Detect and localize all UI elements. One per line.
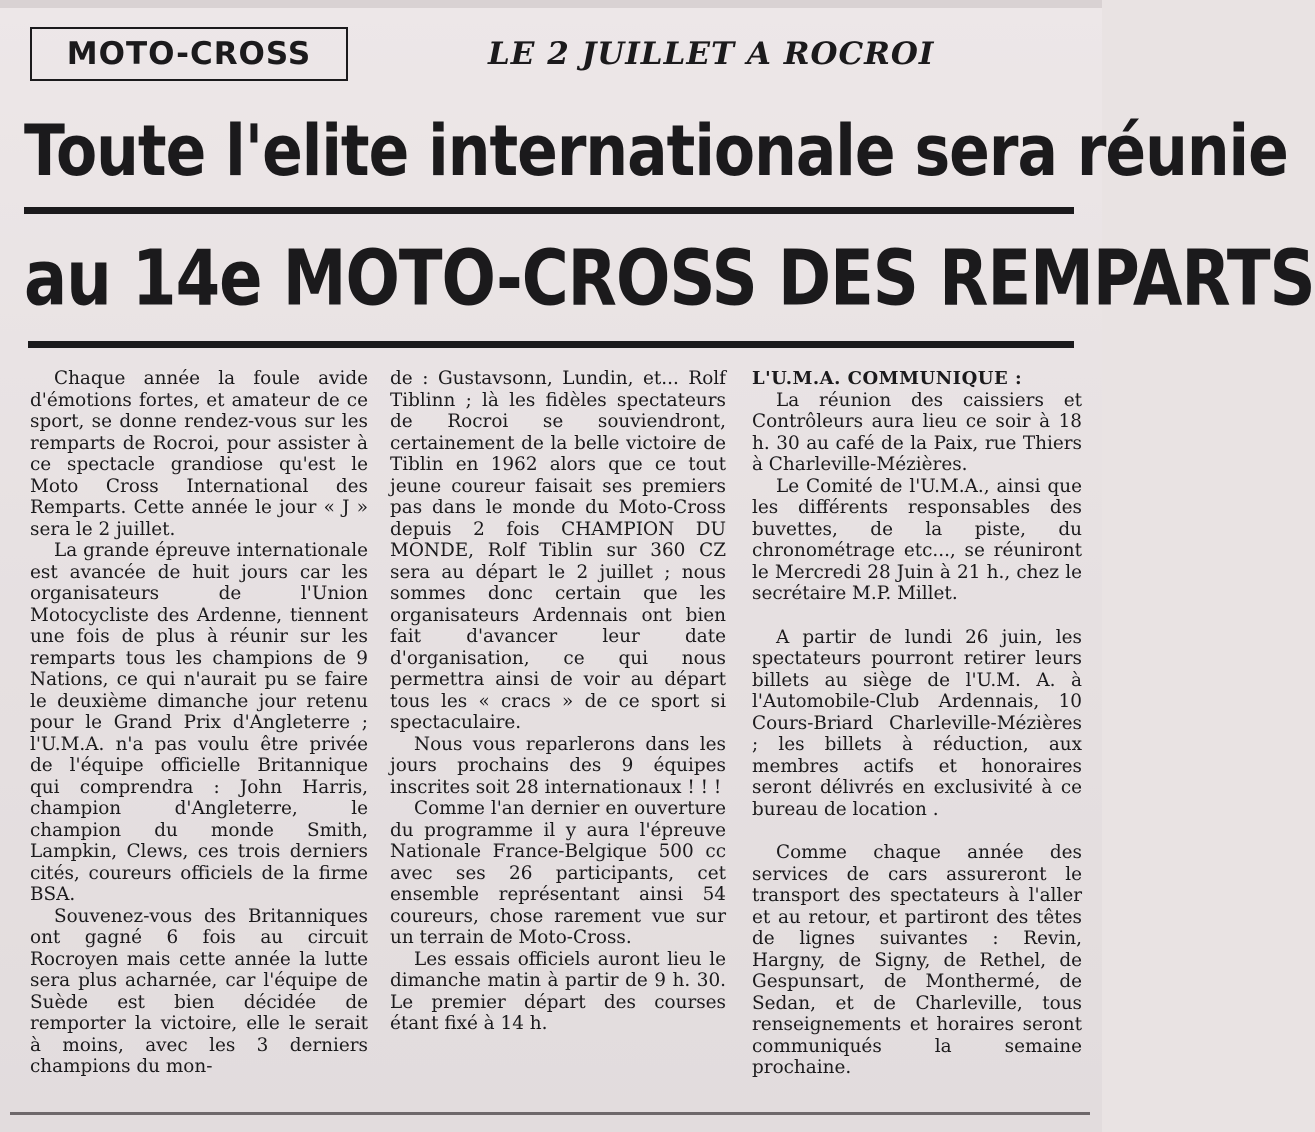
paragraph: A partir de lundi 26 juin, les spectateurs pourront retirer leurs billets au siège de l'U.M. A. à l'Automobile-Club Ardennais, 10 Cours-Briard Charleville-Mézières ; les billets à réduction, aux membres actifs et honoraires seront délivrés en exclusivité à ce bureau de location . <box>752 626 1082 820</box>
article-column-1 <box>30 368 368 1078</box>
headline-line-2: au 14e MOTO-CROSS DES REMPARTS <box>24 235 1315 324</box>
headline-rule-bottom <box>28 341 1074 348</box>
rubric-label: MOTO-CROSS <box>66 36 312 72</box>
paragraph: Nous vous reparlerons dans les jours prochains des 9 équipes inscrites soit 28 internationaux ! ! ! <box>390 733 726 798</box>
clipping-bottom-edge <box>10 1112 1090 1115</box>
paper-edge <box>0 0 1102 8</box>
paragraph-gap <box>752 820 1082 842</box>
column-subhead: L'U.M.A. COMMUNIQUE : <box>752 368 1023 389</box>
paragraph: Chaque année la foule avide d'émotions fortes, et amateur de ce sport, se donne rendez-vous sur les remparts de Rocroi, pour assister à ce spectacle grandiose qu'est le Moto Cross International des Remparts. Cette année le jour « J » sera le 2 juillet. <box>30 368 368 540</box>
headline-rule-top <box>24 207 1074 214</box>
kicker-dateline: LE 2 JUILLET A ROCROI <box>488 36 935 72</box>
headline-line-1: Toute l'elite internationale sera réunie <box>24 110 1288 193</box>
paragraph: Comme chaque année des services de cars assureront le transport des spectateurs à l'aller et au retour, et partiront des têtes de lignes suivantes : Revin, Hargny, de Signy, de Rethel, de Gespunsart, de Monthermé, de Sedan, et de Charleville, tous renseignements et horaires seront communiqués la semaine prochaine. <box>752 842 1082 1078</box>
paragraph-gap <box>752 605 1082 627</box>
paragraph: Comme l'an dernier en ouverture du programme il y aura l'épreuve Nationale France-Belgique 500 cc avec ses 26 participants, cet ensemble représentant ainsi 54 coureurs, chose rarement vue sur un terrain de Moto-Cross. <box>390 798 726 948</box>
paragraph: de : Gustavsonn, Lundin, et... Rolf Tiblinn ; là les fidèles spectateurs de Rocroi se souviendront, certainement de la belle victoire de Tiblin en 1962 alors que ce tout jeune coureur faisait ses premiers pas dans le monde du Moto-Cross depuis 2 fois CHAMPION DU MONDE, Rolf Tiblin sur 360 CZ sera au départ le 2 juillet ; nous sommes donc certain que les organisateurs Ardennais ont bien fait d'avancer leur date d'organisation, ce qui nous permettra ainsi de voir au départ tous les « cracs » de ce sport si spectaculaire. <box>390 368 726 733</box>
paragraph: Le Comité de l'U.M.A., ainsi que les différents responsables des buvettes, de la piste, du chronométrage etc..., se réuniront le Mercredi 28 Juin à 21 h., chez le secrétaire M.P. Millet. <box>752 475 1082 604</box>
paragraph: La réunion des caissiers et Contrôleurs aura lieu ce soir à 18 h. 30 au café de la Paix, rue Thiers à Charleville-Mézières. <box>752 389 1082 475</box>
article-column-2 <box>390 368 726 1035</box>
paragraph: Souvenez-vous des Britanniques ont gagné 6 fois au circuit Rocroyen mais cette année la lutte sera plus acharnée, car l'équipe de Suède est bien décidée de remporter la victoire, elle le serait à moins, avec les 3 derniers champions du mon- <box>30 905 368 1077</box>
paragraph: La grande épreuve internationale est avancée de huit jours car les organisateurs de l'Union Motocycliste des Ardenne, tiennent une fois de plus à réunir sur les remparts tous les champions de 9 Nations, ce qui n'aurait pu se faire le deuxième dimanche jour retenu pour le Grand Prix d'Angleterre ; l'U.M.A. n'a pas voulu être privée de l'équipe officielle Britannique qui comprendra : John Harris, champion d'Angleterre, le champion du monde Smith, Lampkin, Clews, ces trois derniers cités, coureurs officiels de la firme BSA. <box>30 540 368 905</box>
article-column-3 <box>752 368 1082 1079</box>
rubric-box <box>30 27 348 81</box>
paragraph: Les essais officiels auront lieu le dimanche matin à partir de 9 h. 30. Le premier départ des courses étant fixé à 14 h. <box>390 948 726 1034</box>
